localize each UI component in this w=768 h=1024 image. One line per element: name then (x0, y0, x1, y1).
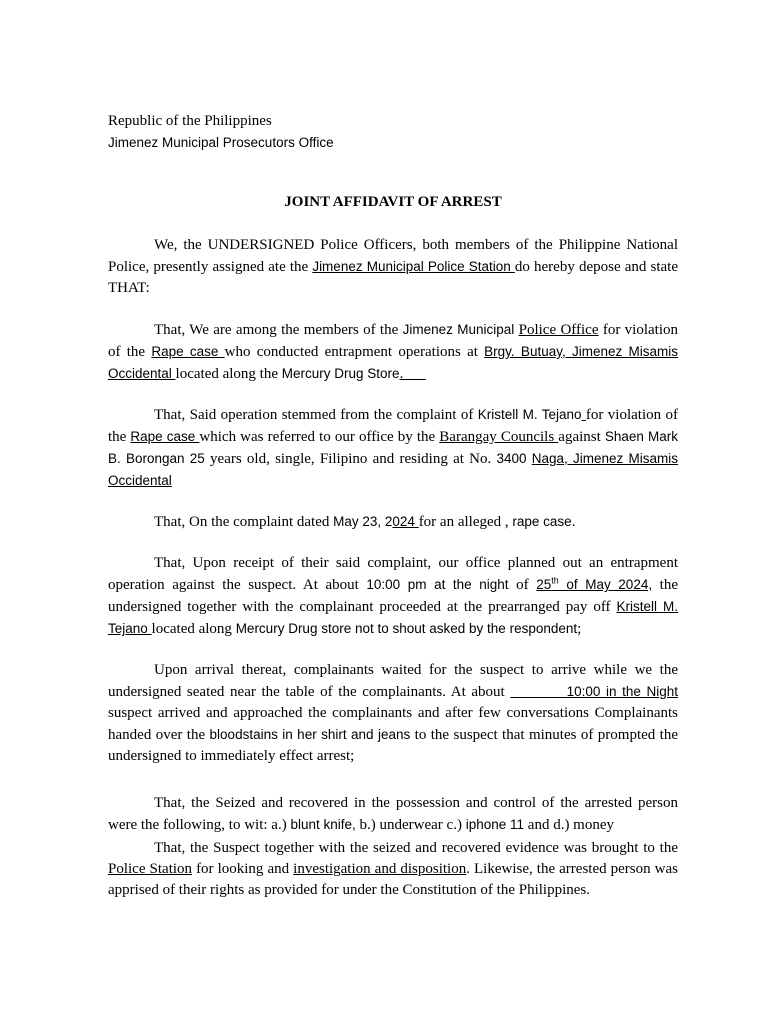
purpose-field: disposition (400, 861, 467, 877)
place-field: Brgy. Butuay, Jimenez Misamis Occidental (108, 344, 678, 381)
paragraph-complaint-date (108, 511, 678, 533)
text: located along the (175, 366, 282, 382)
day-field: 25 (536, 577, 552, 592)
suspect-field: Shaen Mark B. Borongan 25 (108, 429, 679, 466)
paragraph-intro (108, 235, 678, 299)
text: which was referred to our office by the (199, 429, 440, 445)
text: to the suspect that minutes of prompted the undersigned to immediately effect arrest; (108, 727, 679, 764)
time-field: 10:00 in the Night (566, 684, 679, 699)
text: who conducted entrapment operations at (224, 344, 485, 360)
text: for looking and (192, 861, 294, 877)
text: That, We are among the members of the (154, 322, 403, 338)
text: That, the Seized and recovered in the possession and control of the arrested person were the following, to wit: a.) (108, 795, 678, 833)
location-field: Mercury Drug store not to shout asked by the respondent (235, 621, 578, 636)
landmark-field: Mercury Drug Store (281, 366, 400, 381)
blank-field (510, 684, 566, 700)
text: years old, single, Filipino and residing at No. (210, 451, 497, 467)
header-office: Jimenez Municipal Prosecutors Office (108, 135, 334, 150)
paragraph-seized (108, 793, 678, 836)
paragraph-custody (108, 838, 678, 901)
time-field: 10:00 pm at the night (366, 577, 509, 592)
text: suspect arrived and approached the complainants and after few conversations Complainants handed over the (108, 705, 678, 743)
text: for an alleged , (418, 514, 513, 530)
address-field: Naga, Jimenez Misamis Occidental (108, 451, 678, 488)
text: . Likewise, the arrested person was apprised of their rights as provided for under the Constitution of the Philippines. (108, 861, 678, 898)
paragraph-membership (108, 319, 678, 385)
text: for violation of the (108, 407, 678, 445)
destination-field: Police Station (108, 861, 193, 877)
station-field: Jimenez Municipal Police Station (312, 259, 515, 274)
day-suffix: th (551, 575, 559, 586)
paragraph-complaint (108, 404, 678, 492)
item-c-field: iphone 11 (465, 817, 525, 832)
unit-field: Jimenez Municipal (402, 322, 515, 337)
document-title: JOINT AFFIDAVIT OF ARREST (284, 194, 502, 210)
text: of (508, 577, 537, 593)
payoff-field: Kristell M. Tejano (108, 599, 678, 636)
text: b.) underwear c.) (355, 817, 466, 833)
text: do hereby depose and state THAT: (108, 259, 679, 296)
blank-field: . (399, 366, 426, 382)
complainant-field: Kristell M. Tejano (477, 407, 582, 422)
purpose-field: investigation and (293, 861, 401, 877)
office-field: Police Office (518, 322, 599, 338)
text: . (571, 514, 576, 530)
text: We, the UNDERSIGNED Police Officers, both members of the Philippine National Police, presently assigned ate the (108, 237, 678, 275)
text: That, On the complaint dated (154, 514, 334, 530)
text: for violation of the (108, 322, 678, 360)
text: That, Upon receipt of their said complaint, our office planned out an entrapment operation against the suspect. At about (108, 555, 678, 593)
text: located along (151, 621, 236, 637)
month-year-field: of May 2024, (558, 577, 653, 592)
case-field: Rape case (130, 429, 200, 444)
paragraph-entrapment (108, 553, 678, 640)
paragraph-arrival (108, 660, 678, 767)
house-number-field: 3400 (496, 451, 532, 466)
item-a-field: blunt knife, (290, 817, 356, 832)
text: the undersigned together with the complainant proceeded at the prearranged pay off (108, 577, 679, 615)
text: against (558, 429, 605, 445)
text: That, Said operation stemmed from the complaint of (154, 407, 478, 423)
item-field: bloodstains in her shirt and jeans (209, 727, 411, 742)
text: ; (577, 621, 582, 637)
header-republic: Republic of the Philippines (108, 113, 272, 129)
text: Upon arrival thereat, complainants waited for the suspect to arrive while we the undersigned seated near the table of the complainants. At about (108, 662, 678, 700)
date-field: May 23, 2 (333, 514, 393, 529)
case-field: rape case (512, 514, 572, 529)
referrer-field: Barangay Councils (439, 429, 559, 445)
text: That, the Suspect together with the seized and recovered evidence was brought to the (154, 840, 678, 856)
date-field-underlined: 024 (392, 514, 419, 529)
text: and d.) money (524, 817, 615, 833)
case-field: Rape case (151, 344, 225, 359)
